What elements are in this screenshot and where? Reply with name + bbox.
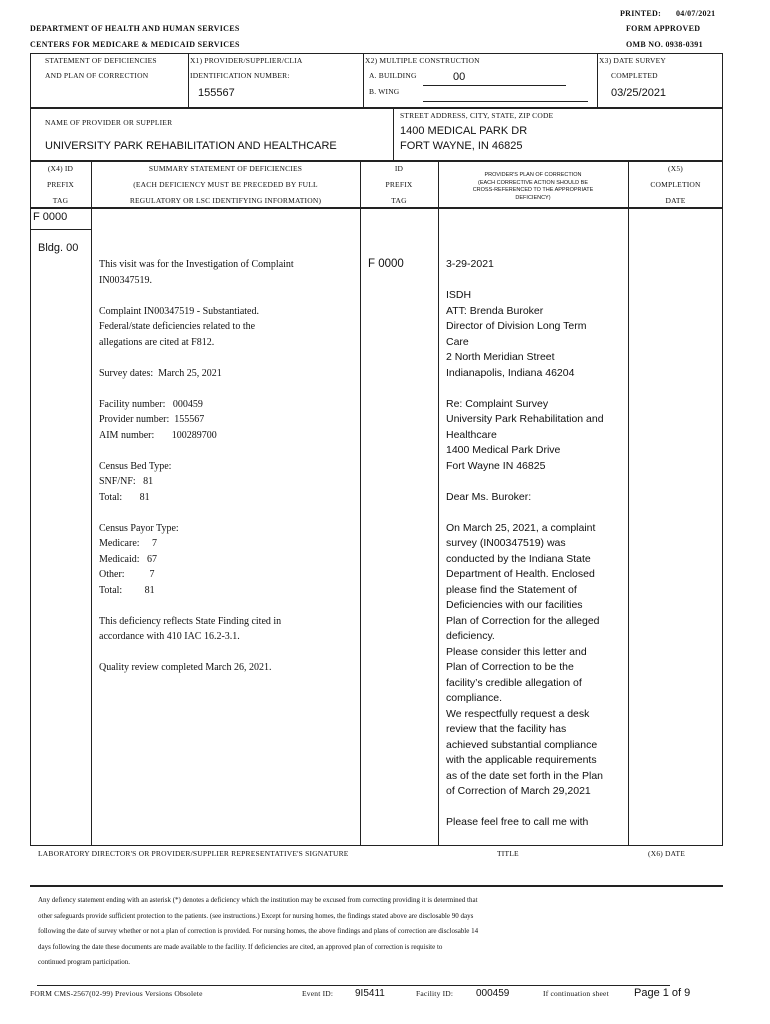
completion-label: COMPLETION [650, 180, 701, 189]
plan-line [446, 474, 626, 490]
form-number: FORM CMS-2567(02-99) Previous Versions Obsolete [30, 989, 203, 998]
disclaimer-line: Any defiency statement ending with an asterisk (*) denotes a deficiency which the institution may be excused from correcting providing it is determined that [38, 896, 478, 904]
plan-of-correction [446, 257, 626, 831]
plan-line: with the applicable requirements [446, 754, 597, 766]
disclaimer-line: following the date of survey whether or not a plan of correction is provided. For nursing homes, the above findings and plans of correction are disclosable 14 [38, 927, 479, 935]
date-label: DATE [665, 196, 686, 205]
plan-line: Care [446, 335, 469, 348]
plan-line: Department of Health. Enclosed [446, 568, 595, 580]
plan-line: 2 North Meridian Street [446, 351, 555, 363]
x4-tag-label: TAG [52, 196, 69, 205]
plan-line [446, 505, 626, 521]
building-value: 00 [453, 71, 466, 83]
plan-line: review that the facility has [446, 723, 567, 735]
right-tag: F 0000 [368, 258, 404, 270]
wing-label: B. WING [369, 87, 400, 96]
plan-line: 1400 Medical Park Drive [446, 444, 561, 456]
plan-line: as of the date set forth in the Plan [446, 769, 604, 782]
omb-number: OMB NO. 0938-0391 [626, 40, 703, 49]
printed-date: 04/07/2021 [676, 9, 716, 18]
address-line1: 1400 MEDICAL PARK DR [400, 125, 528, 137]
disclaimer [38, 893, 718, 971]
provider-id-label: X1) PROVIDER/SUPPLIER/CLIA [190, 56, 303, 65]
plan-line: ISDH [446, 289, 472, 301]
event-id-value: 9I5411 [355, 988, 385, 999]
summary-header-1: SUMMARY STATEMENT OF DEFICIENCIES [148, 164, 303, 173]
plan-line: facility’s credible allegation of [446, 676, 582, 689]
x4-prefix-label: PREFIX [46, 180, 75, 189]
plan-line: Re: Complaint Survey [446, 397, 549, 410]
provider-row [30, 108, 723, 161]
signature-label: LABORATORY DIRECTOR'S OR PROVIDER/SUPPLIER REPRESENTATIVE'S SIGNATURE [38, 849, 349, 858]
identification-number-label: IDENTIFICATION NUMBER: [190, 71, 290, 80]
plan-line: ATT: Brenda Buroker [446, 304, 544, 317]
building-tag: Bldg. 00 [38, 242, 79, 254]
x4-id-label: (X4) ID [47, 164, 74, 173]
disclaimer-line: days following the date these documents are made available to the facility. If deficiencies are cited, an approved plan of correction is requisite to [38, 942, 443, 951]
plan-line: Dear Ms. Buroker: [446, 490, 532, 503]
event-id-label: Event ID: [302, 989, 334, 998]
building-label: A. BUILDING [369, 71, 417, 80]
facility-id-value: 000459 [476, 988, 510, 999]
department-name: DEPARTMENT OF HEALTH AND HUMAN SERVICES [30, 24, 240, 33]
plan-line: Plan of Correction to be the [446, 661, 574, 673]
plan-header [438, 172, 628, 202]
statement-label: STATEMENT OF DEFICIENCIES [45, 56, 157, 65]
multiple-construction-label: X2) MULTIPLE CONSTRUCTION [365, 56, 480, 65]
plan-line: Please consider this letter and [446, 645, 587, 658]
id-tag-label: TAG [391, 196, 407, 205]
summary-header-3: REGULATORY OR LSC IDENTIFYING INFORMATION) [129, 196, 322, 205]
plan-line: deficiency. [446, 630, 495, 642]
plan-line: University Park Rehabilitation and [446, 413, 604, 425]
continuation-label: If continuation sheet [543, 989, 609, 998]
centers-name: CENTERS FOR MEDICARE & MEDICAID SERVICES [30, 40, 240, 49]
plan-line: We respectfully request a desk [446, 707, 590, 720]
plan-line: On March 25, 2021, a complaint [446, 521, 596, 534]
plan-header-2: (EACH CORRECTIVE ACTION SHOULD BE [477, 179, 589, 186]
plan-line: 3-29-2021 [446, 258, 494, 270]
date-survey-value: 03/25/2021 [611, 87, 667, 99]
printed-label: PRINTED: [620, 9, 662, 18]
plan-line: Director of Division Long Term [446, 320, 587, 332]
page-number: Page 1 of 9 [634, 987, 691, 999]
plan-line: Healthcare [446, 428, 497, 441]
disclaimer-line: other safeguards provide sufficient protection to the patients. (see instructions.) Except for nursing homes, the findings stated above are disclosable 90 days [38, 911, 474, 920]
facility-id-label: Facility ID: [416, 989, 454, 998]
plan-line: of Correction of March 29,2021 [446, 785, 591, 797]
plan-line [446, 800, 626, 816]
plan-line: Deficiencies with our facilities [446, 599, 583, 611]
disclaimer-line: continued program participation. [38, 958, 130, 966]
provider-name-value: UNIVERSITY PARK REHABILITATION AND HEALTHCARE [45, 140, 337, 152]
x6-date-label: (X6) DATE [648, 849, 686, 858]
provider-id-value: 155567 [198, 87, 235, 99]
plan-header-4: DEFICIENCY) [515, 194, 551, 201]
plan-header-1: PROVIDER'S PLAN OF CORRECTION [484, 172, 582, 178]
id-prefix-label: PREFIX [385, 180, 413, 189]
plan-line: survey (IN00347519) was [446, 537, 566, 549]
completed-label: COMPLETED [611, 71, 658, 80]
plan-header-3: CROSS-REFERENCED TO THE APPROPRIATE [472, 187, 594, 193]
plan-line [446, 381, 626, 397]
address-label: STREET ADDRESS, CITY, STATE, ZIP CODE [400, 111, 554, 120]
plan-label: AND PLAN OF CORRECTION [45, 71, 149, 80]
plan-line [446, 273, 626, 289]
plan-line: Indianapolis, Indiana 46204 [446, 366, 575, 379]
left-tag: F 0000 [33, 211, 68, 223]
summary-header-2: (EACH DEFICIENCY MUST BE PRECEDED BY FULL [133, 180, 318, 189]
x5-label: (X5) [668, 164, 683, 173]
plan-line: Fort Wayne IN 46825 [446, 459, 546, 472]
form-approved: FORM APPROVED [626, 24, 701, 33]
title-label: TITLE [497, 849, 519, 858]
plan-line: achieved substantial compliance [446, 738, 598, 751]
summary-statement: This visit was for the Investigation of Complaint IN00347519. Complaint IN00347519 - Substantiated. Federal/state deficiencies related to the allegations are cited at F812. Survey dates: March 25, 2021 Facility number: 000459 Provider number: 155567 AIM number: 100289700 Census Bed Type: SNF/NF: 81 Total: 81 Census Payor Type: Medicare: 7 Medicaid: 67 Other: 7 Total: 81 This deficiency reflects State Finding cited in accordance with 410 IAC 16.2-3.1. Quality review completed March 26, 2021. [99, 259, 294, 673]
plan-line: Plan of Correction for the alleged [446, 614, 600, 627]
date-survey-label: X3) DATE SURVEY [599, 56, 666, 65]
plan-line: please find the Statement of [446, 583, 577, 596]
plan-line: Please feel free to call me with [446, 816, 589, 828]
id-label: ID [394, 164, 404, 173]
plan-line: conducted by the Indiana State [446, 552, 591, 565]
provider-name-label: NAME OF PROVIDER OR SUPPLIER [45, 118, 173, 127]
plan-line: compliance. [446, 692, 503, 704]
address-line2: FORT WAYNE, IN 46825 [400, 140, 523, 152]
